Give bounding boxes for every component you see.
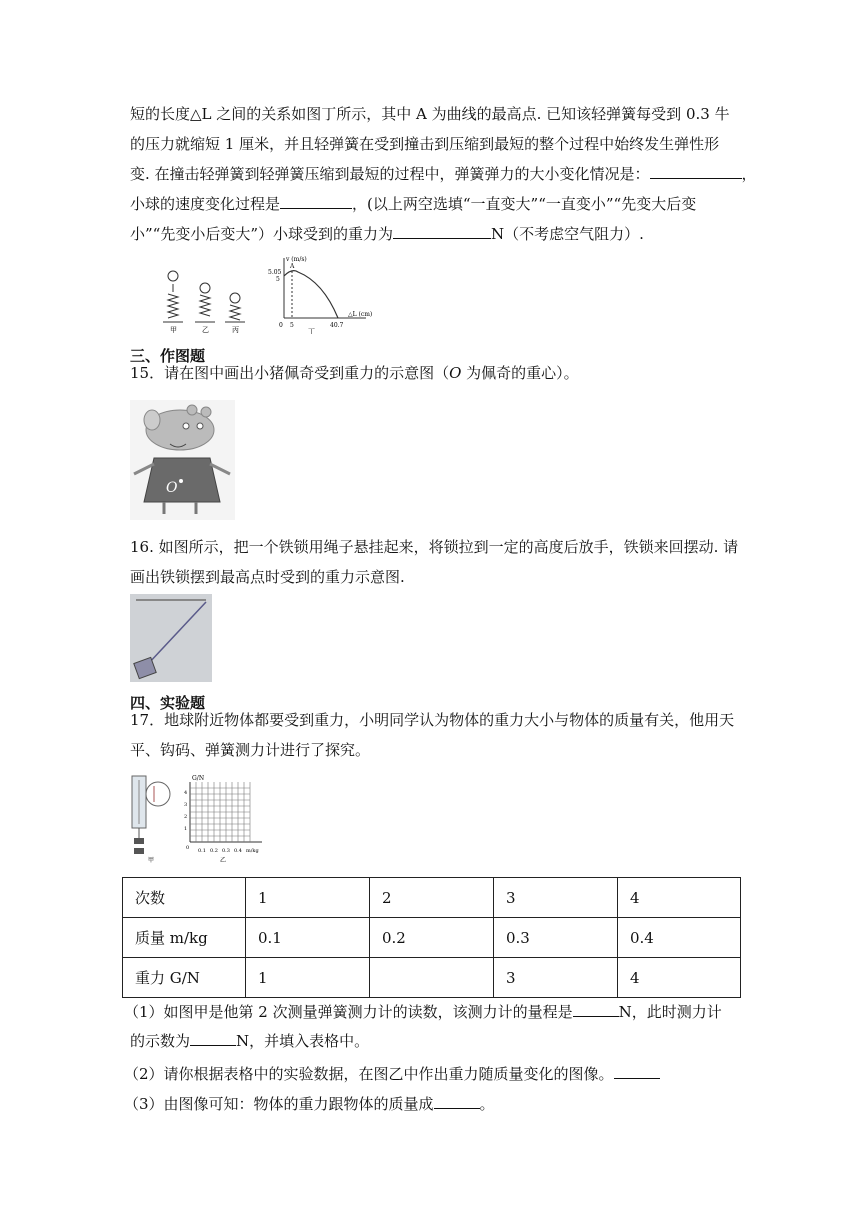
graph2-xtick-0: 0 [186,845,190,851]
table-cell: 0.4 [618,918,741,958]
table-cell: 1 [246,958,370,998]
table-cell: 3 [494,958,618,998]
q16-line2: 画出铁锁摆到最高点时受到的重力示意图. [130,568,405,586]
graph2-ytick-4: 4 [184,790,188,796]
graph-xtick-407: 40.7 [330,322,344,329]
graph2-xtick-01: 0.1 [198,848,206,854]
table-cell: 3 [494,878,618,918]
q17-sub1-cont [130,1031,740,1051]
answer-blank[interactable] [650,164,742,179]
graph2-ytick-2: 2 [184,814,188,820]
answer-blank[interactable] [393,224,491,239]
table-row [123,918,741,958]
peppa-pig-figure [130,400,235,520]
q17-sub2 [124,1064,734,1084]
q17-sub1-text2: N，此时测力计 [618,1003,722,1021]
q14-line2: 的压力就缩短 1 厘米，并且轻弹簧在受到撞击到压缩到最短的整个过程中始终发生弹性形 [130,135,720,153]
section-title-experiment: 四、实验题 [130,694,206,712]
q17-sub3-end: 。 [479,1095,495,1113]
q14-line5-text: 小”“先变小后变大”）小球受到的重力为 [130,225,394,243]
q15-text-a: 15．请在图中画出小猪佩奇受到重力的示意图（ [130,364,450,382]
fig-label-yi: 乙 [202,326,209,334]
q17-sub1-text: （1）如图甲是他第 2 次测量弹簧测力计的读数，该测力计的量程是 [124,1003,573,1021]
table-row [123,878,741,918]
q15-text [130,363,740,383]
q14-line4 [130,194,740,214]
q14-line3-end: ， [741,165,757,183]
table-cell: 1 [246,878,370,918]
graph-ytick-5: 5 [276,276,280,283]
graph2-ytick-3: 3 [184,802,188,808]
q17-line1: 17．地球附近物体都要受到重力，小明同学认为物体的重力大小与物体的质量有关，他用天 [130,711,735,729]
table-cell: 0.3 [494,918,618,958]
graph2-xtick-03: 0.3 [222,848,230,854]
graph2-xtick-02: 0.2 [210,848,218,854]
q14-line4-text: 小球的速度变化过程是 [130,195,281,213]
fig-label-ding: 丁 [308,328,315,334]
q15-text-b: 为佩奇的重心）。 [461,364,579,382]
graph-xtick-5: 5 [290,322,294,329]
table-cell: 0.2 [370,918,494,958]
q14-line3-text: 变. 在撞击轻弹簧到轻弹簧压缩到最短的过程中，弹簧弹力的大小变化情况是： [130,165,650,183]
q15-o: O [449,364,462,382]
q14-line5 [130,224,740,244]
data-table [122,877,741,998]
table-cell: 次数 [123,878,246,918]
fig-label-bing: 丙 [232,326,239,334]
graph2-xtick-04: 0.4 [234,848,242,854]
table-cell: 4 [618,878,741,918]
center-of-gravity-label: O [166,480,178,496]
answer-blank[interactable] [434,1094,480,1109]
fig-label-jia: 甲 [170,326,177,334]
answer-blank[interactable] [573,1002,619,1017]
q14-line4-end: ，(以上两空选填“一直变大”“一直变小”“先变大后变 [352,195,697,213]
fig-label-yi: 乙 [220,857,227,864]
answer-blank[interactable] [614,1064,660,1079]
answer-blank[interactable] [280,194,352,209]
q17-sub3-text: （3）由图像可知：物体的重力跟物体的质量成 [124,1095,434,1113]
graph2-ylabel: G/N [192,775,205,782]
graph2-ytick-1: 1 [184,826,188,832]
q17-sub1 [124,1002,734,1022]
table-cell: 质量 m/kg [123,918,246,958]
table-cell: 重力 G/N [123,958,246,998]
q17-sub1-text4: N，并填入表格中。 [236,1032,370,1050]
q17-line2: 平、钩码、弹簧测力计进行了探究。 [130,741,371,759]
table-cell: 4 [618,958,741,998]
q16-line1: 16. 如图所示，把一个铁锁用绳子悬挂起来，将锁拉到一定的高度后放手，铁锁来回摆动. 请 [130,538,739,556]
q17-sub3 [124,1094,734,1114]
table-row [123,958,741,998]
spring-scale-graph-figure [128,772,274,864]
table-cell: 0.1 [246,918,370,958]
table-cell: 2 [370,878,494,918]
q17-sub1-text3: 的示数为 [130,1032,191,1050]
table-cell-answer[interactable] [370,958,494,998]
answer-blank[interactable] [190,1031,236,1046]
fig-label-jia: 甲 [148,857,155,864]
graph2-xlabel: m/kg [246,848,259,854]
graph-ytick-505: 5.05 [268,269,282,276]
graph-xlabel: △L (cm) [348,311,373,318]
graph-point-a: A [290,263,295,270]
swinging-lock-figure [130,594,212,682]
graph-ylabel: v (m/s) [286,256,307,263]
spring-ball-figure [158,254,374,334]
section-title-drawing: 三、作图题 [130,347,206,365]
graph-xtick-0: 0 [279,322,283,329]
q14-line5-end: N（不考虑空气阻力）. [491,225,644,243]
q14-line1: 短的长度△L 之间的关系如图丁所示，其中 A 为曲线的最高点. 已知该轻弹簧每受到 0.3 牛 [130,105,730,123]
q17-sub2-text: （2）请你根据表格中的实验数据，在图乙中作出重力随质量变化的图像。 [124,1065,614,1083]
q14-line3 [130,164,757,184]
